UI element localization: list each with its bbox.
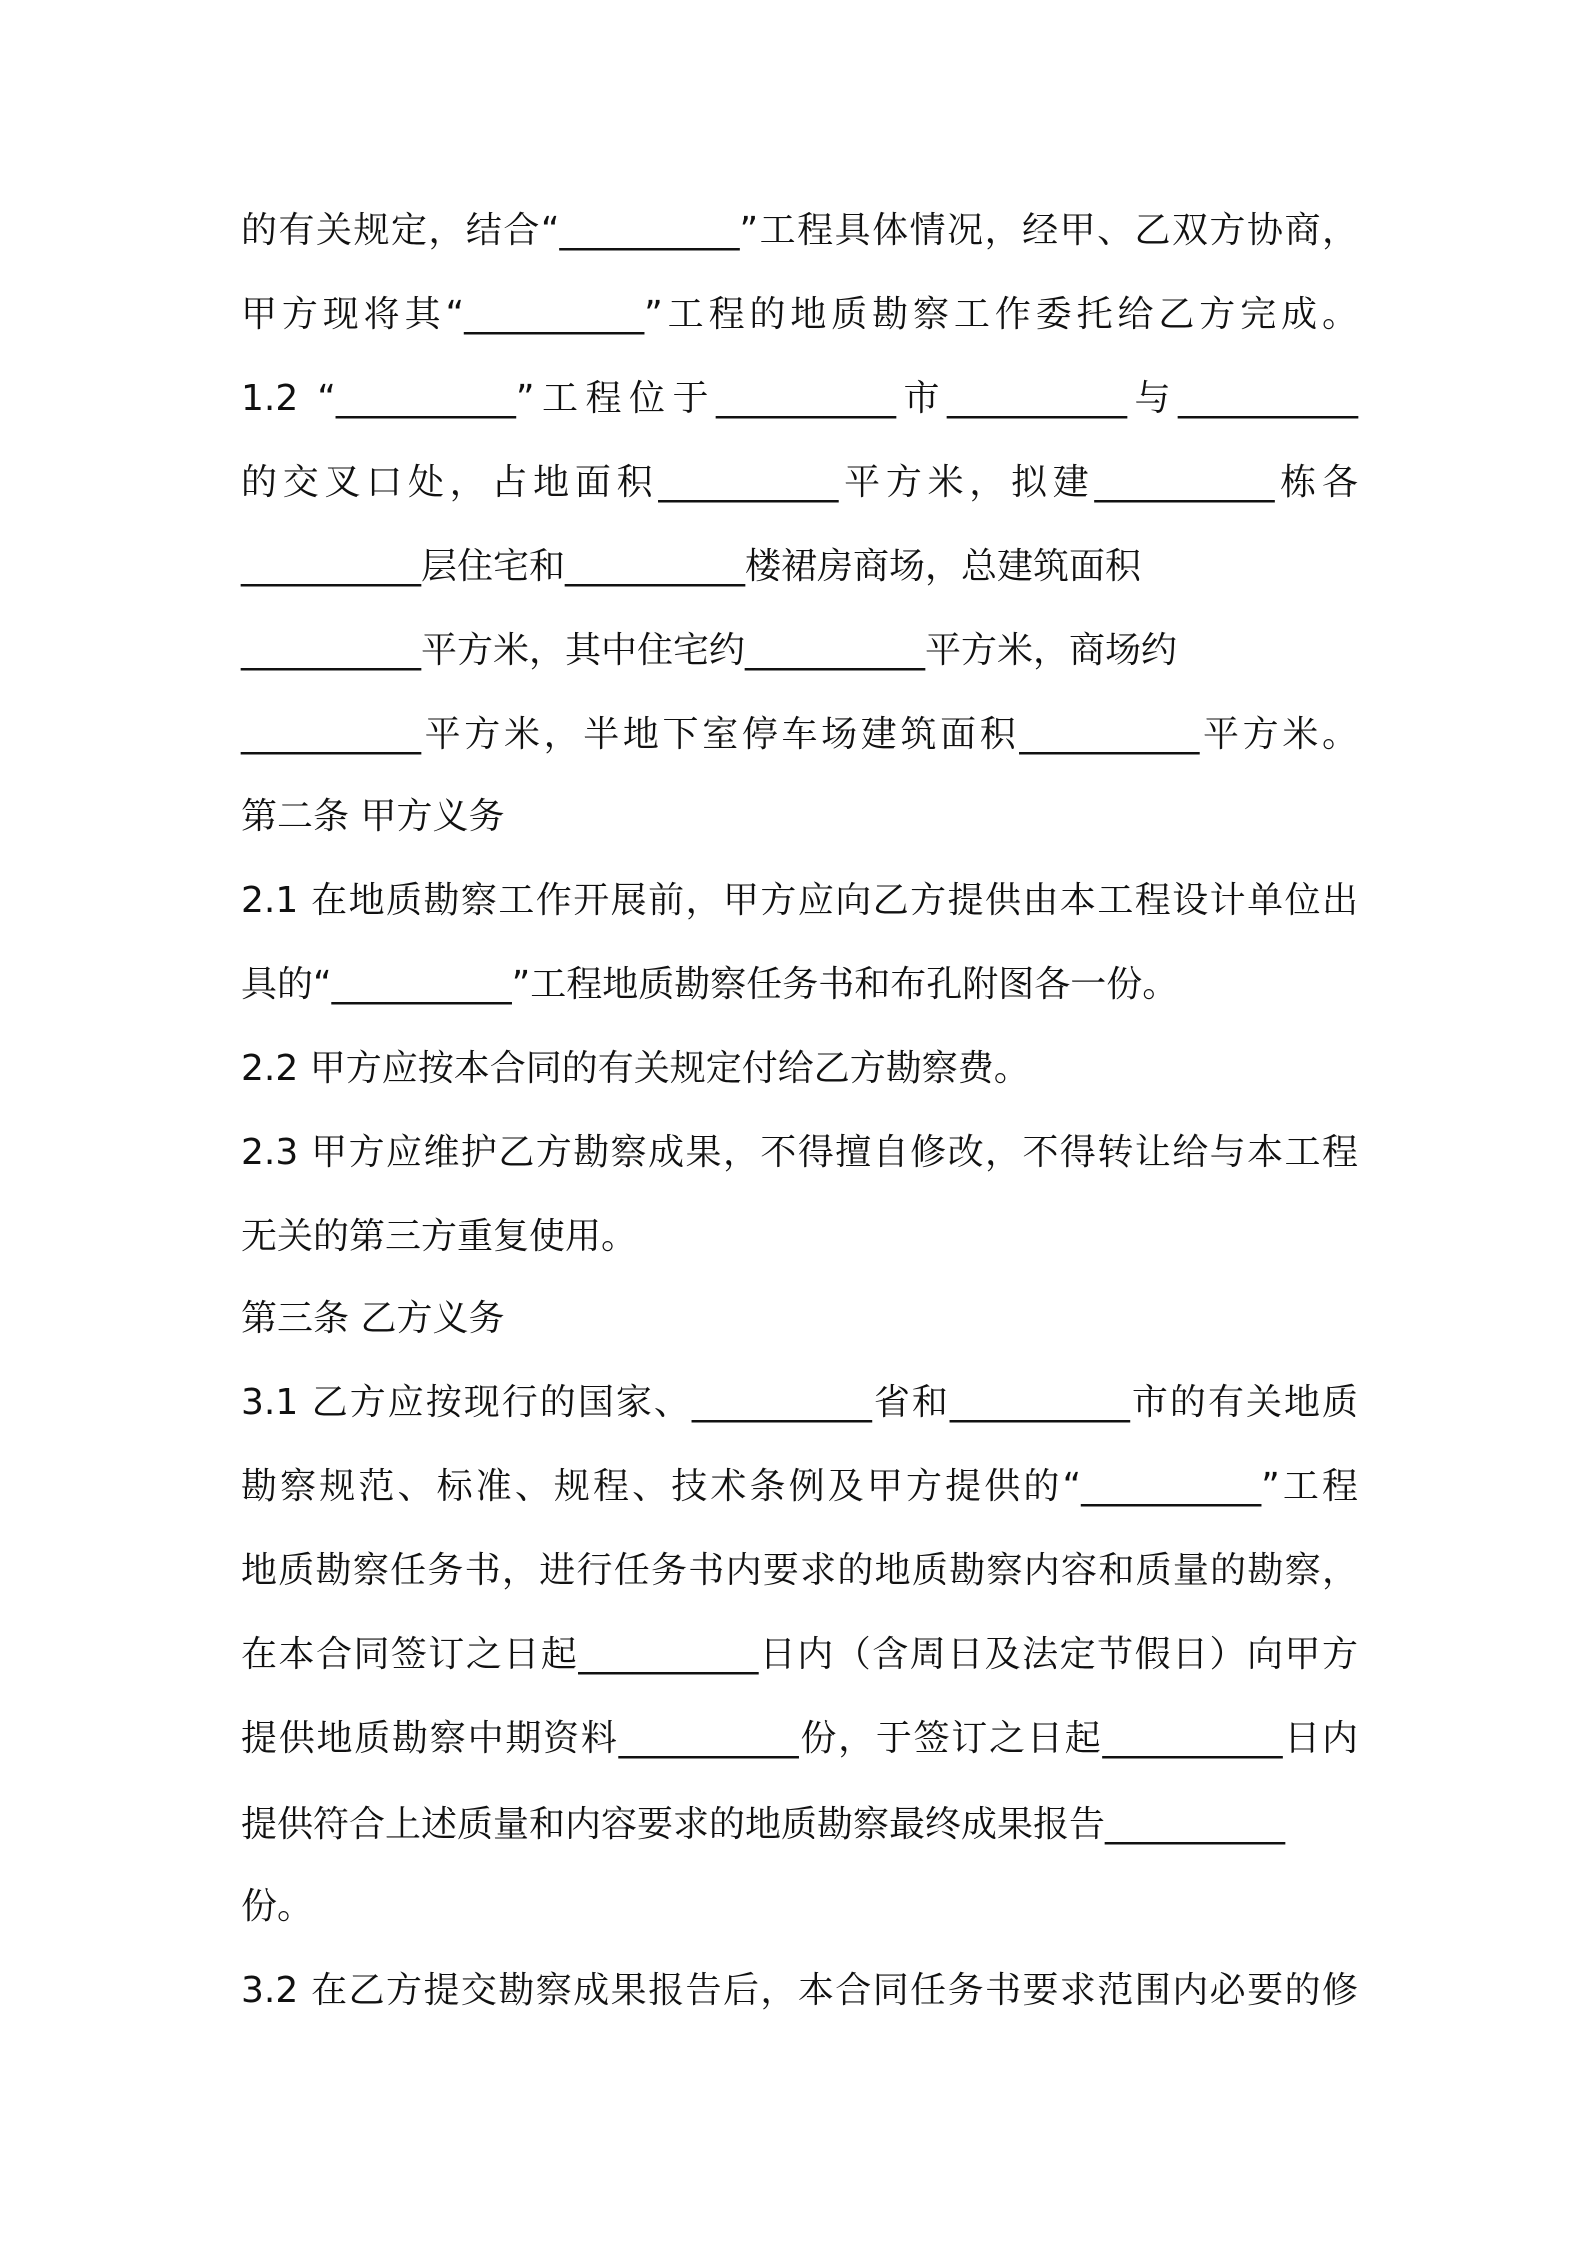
text-line-20: 提供符合上述质量和内容要求的地质勘察最终成果报告__________: [241, 1804, 1286, 1845]
text-line-13: 无关的第三方重复使用。: [241, 1216, 638, 1257]
text-line-1: 的有关规定，结合“__________”工程具体情况，经甲、乙双方协商，: [241, 210, 1358, 251]
text-line-9: 2.1 在地质勘察工作开展前，甲方应向乙方提供由本工程设计单位出: [241, 880, 1358, 921]
text-line-3: 1.2 “__________”工程位于__________市__________与__________: [241, 378, 1358, 419]
text-line-4: 的交叉口处，占地面积__________平方米，拟建__________栋各: [241, 462, 1358, 503]
text-line-10: 具的“__________”工程地质勘察任务书和布孔附图各一份。: [241, 964, 1179, 1005]
text-line-7: __________平方米，半地下室停车场建筑面积__________平方米。: [241, 714, 1358, 755]
section-heading-2: 第二条 甲方义务: [241, 796, 505, 837]
text-line-18: 在本合同签订之日起__________日内（含周日及法定节假日）向甲方: [241, 1634, 1358, 1675]
text-line-6: __________平方米，其中住宅约__________平方米，商场约: [241, 630, 1178, 671]
text-line-11: 2.2 甲方应按本合同的有关规定付给乙方勘察费。: [241, 1048, 1030, 1089]
text-line-21: 份。: [241, 1886, 314, 1927]
text-line-12: 2.3 甲方应维护乙方勘察成果，不得擅自修改，不得转让给与本工程: [241, 1132, 1358, 1173]
text-line-5: __________层住宅和__________楼裙房商场，总建筑面积: [241, 546, 1142, 587]
text-line-15: 3.1 乙方应按现行的国家、__________省和__________市的有关地质: [241, 1382, 1358, 1423]
text-line-22: 3.2 在乙方提交勘察成果报告后，本合同任务书要求范围内必要的修: [241, 1970, 1358, 2011]
text-line-19: 提供地质勘察中期资料__________份，于签订之日起__________日内: [241, 1718, 1358, 1759]
text-line-17: 地质勘察任务书，进行任务书内要求的地质勘察内容和质量的勘察，: [241, 1550, 1358, 1591]
text-line-2: 甲方现将其“__________”工程的地质勘察工作委托给乙方完成。: [241, 294, 1358, 335]
section-heading-3: 第三条 乙方义务: [241, 1298, 505, 1339]
text-line-16: 勘察规范、标准、规程、技术条例及甲方提供的“__________”工程: [241, 1466, 1358, 1507]
